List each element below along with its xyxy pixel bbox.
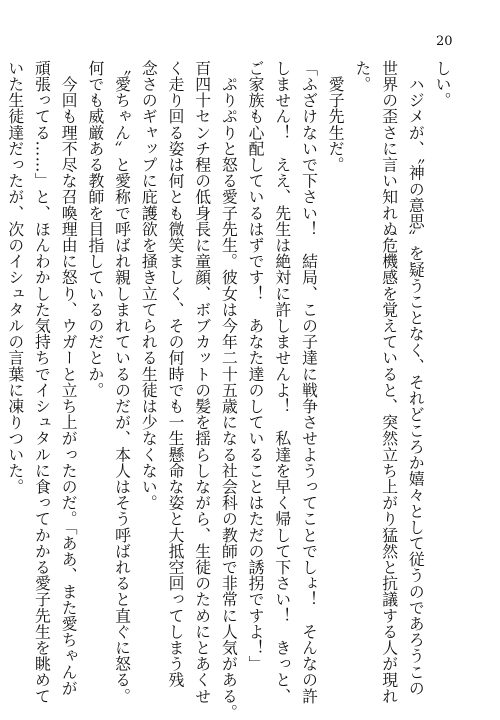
text-line: 〝愛ちゃん〟と愛称で呼ばれ親しまれているのだが、本人はそう呼ばれると直ぐに怒る。 (112, 60, 132, 704)
text-line: しい。 (433, 60, 452, 109)
text-line (0, 60, 1, 670)
text-line: いた生徒達だったが、次のイシュタルの言葉に凍りついた。 (5, 60, 25, 495)
text-line: 愛子先生だ。 (326, 60, 346, 173)
text-line: 何でも威厳ある教師を目指しているのだとか。 (85, 60, 105, 399)
text-line: 今回も理不尽な召喚理由に怒り、ウガーと立ち上がったのだ。「ああ、また愛ちゃんが (59, 60, 79, 697)
text-line: 「ふざけないで下さい！ 結局、この子達に戦争させようってことでしょ！ そんなの許 (299, 60, 319, 704)
body-text (5, 60, 455, 720)
text-line: ぷりぷりと怒る愛子先生。彼女は今年二十五歳になる社会科の教師で非常に人気がある。 (219, 60, 239, 720)
text-line: ハジメが、〝神の意思〟を疑うことなく、それどころか嬉々として従うのであろうこの (406, 60, 426, 697)
vertical-text-columns (5, 60, 455, 720)
text-line: 念さのギャップに庇護欲を掻き立てられる生徒は少なくない。 (139, 60, 159, 511)
text-line: 百四十センチ程の低身長に童顔、ボブカットの髪を揺らしながら、生徒のためにとあくせ (192, 60, 212, 704)
text-line: く走り回る姿は何とも微笑ましく、その何時でも一生懸命な姿と大抵空回ってしまう残 (165, 60, 185, 688)
page-number: 20 (436, 34, 453, 49)
text-line: 頑張ってる……」と、ほんわかした気持ちでイシュタルに食ってかかる愛子先生を眺めて (32, 60, 52, 704)
text-line: しません！ ええ、先生は絶対に許しませんよ！ 私達を早く帰して下さい！ きっと、 (272, 60, 292, 704)
text-line: 世界の歪さに言い知れぬ危機感を覚えていると、突然立ち上がり猛然と抗議する人が現れ (379, 60, 399, 704)
text-line: た。 (352, 60, 372, 93)
text-line: ご家族も心配しているはずです！ あなた達のしていることはただの誘拐ですよ！」 (246, 60, 266, 672)
